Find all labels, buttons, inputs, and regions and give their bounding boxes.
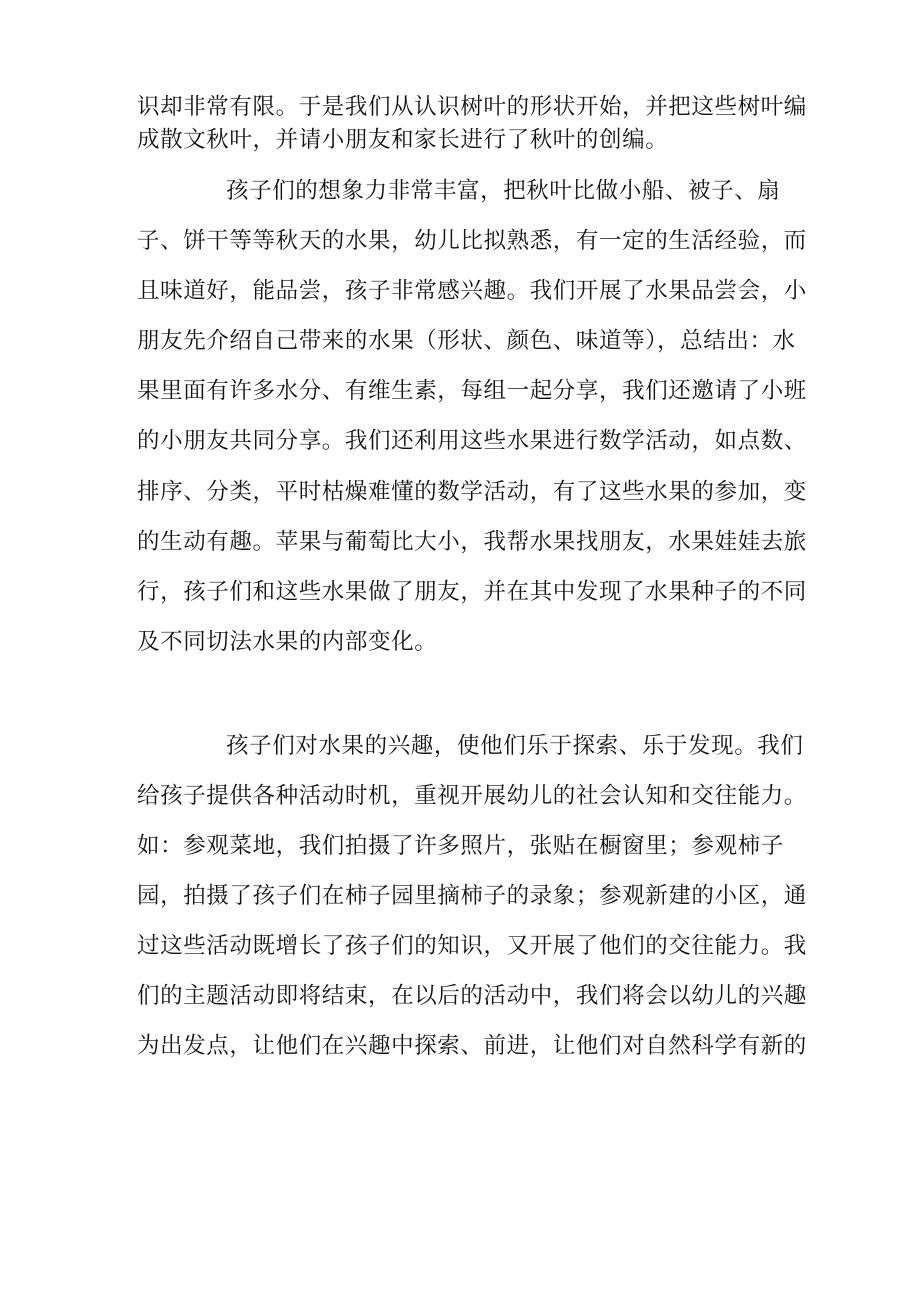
text-line: 的生动有趣。苹果与葡萄比大小，我帮水果找朋友，水果娃娃去旅 (137, 529, 807, 555)
text-line: 识却非常有限。于是我们从认识树叶的形状开始，并把这些树叶编 (137, 94, 807, 120)
text-line: 及不同切法水果的内部变化。 (137, 629, 438, 655)
text-line: 如：参观菜地，我们拍摄了许多照片，张贴在橱窗里；参观柿子 (137, 833, 784, 859)
text-line: 孩子们的想象力非常丰富，把秋叶比做小船、被子、扇 (226, 178, 781, 204)
text-line: 朋友先介绍自己带来的水果（形状、颜色、味道等），总结出：水 (137, 328, 796, 354)
text-line: 为出发点，让他们在兴趣中探索、前进，让他们对自然科学有新的 (137, 1033, 807, 1059)
text-line: 排序、分类，平时枯燥难懂的数学活动，有了这些水果的参加，变 (137, 479, 807, 505)
text-line: 成散文秋叶，并请小朋友和家长进行了秋叶的创编。 (137, 127, 669, 153)
text-line: 的小朋友共同分享。我们还利用这些水果进行数学活动，如点数、 (137, 428, 807, 454)
text-line: 过这些活动既增长了孩子们的知识，又开展了他们的交往能力。我 (137, 933, 807, 959)
text-line: 园，拍摄了孩子们在柿子园里摘柿子的录象；参观新建的小区，通 (137, 883, 807, 909)
text-line: 且味道好，能品尝，孩子非常感兴趣。我们开展了水果品尝会，小 (137, 278, 807, 304)
text-line: 行，孩子们和这些水果做了朋友，并在其中发现了水果种子的不同 (137, 579, 807, 605)
text-line: 果里面有许多水分、有维生素，每组一起分享，我们还邀请了小班 (137, 378, 807, 404)
text-line: 子、饼干等等秋天的水果，幼儿比拟熟悉，有一定的生活经验，而 (137, 228, 807, 254)
text-line: 们的主题活动即将结束，在以后的活动中，我们将会以幼儿的兴趣 (137, 983, 807, 1009)
text-line: 孩子们对水果的兴趣，使他们乐于探索、乐于发现。我们 (226, 733, 804, 759)
text-line: 给孩子提供各种活动时机，重视开展幼儿的社会认知和交往能力。 (137, 783, 807, 809)
